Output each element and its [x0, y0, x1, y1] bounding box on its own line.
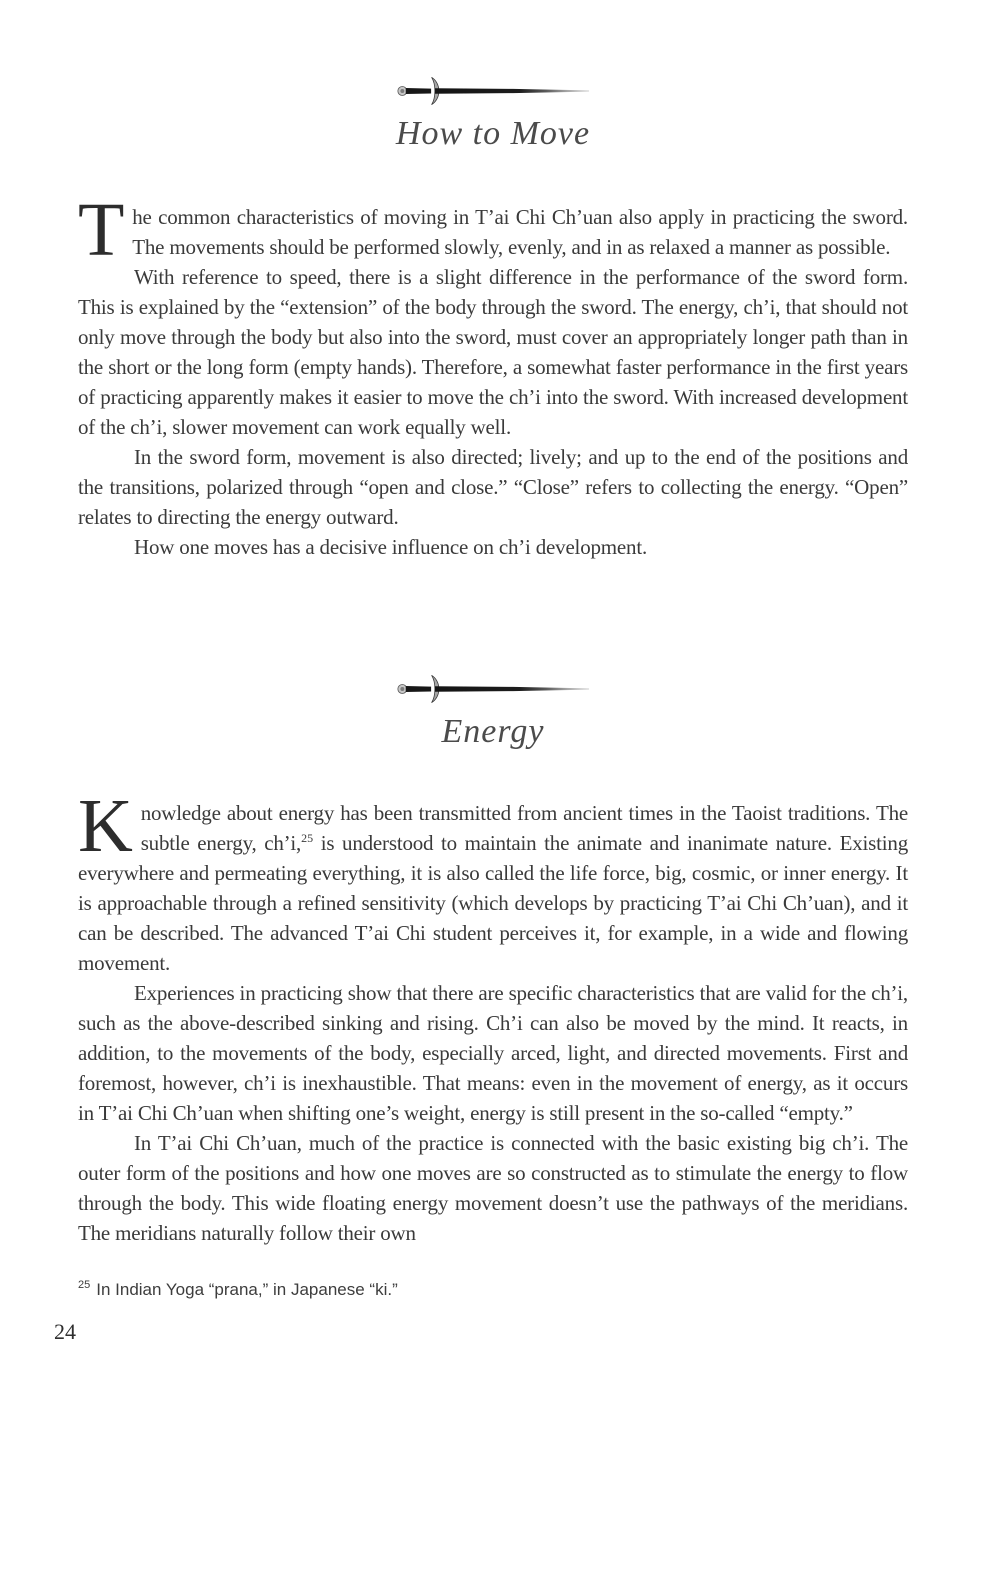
section-divider [78, 76, 908, 106]
footnote-text: In Indian Yoga “prana,” in Japanese “ki.” [96, 1280, 398, 1299]
paragraph [78, 784, 908, 978]
section-heading-how-to-move: How to Move [395, 115, 591, 152]
paragraph: With reference to speed, there is a slight difference in the performance of the sword form. This is explained by the “extension” of the body through the sword. The energy, ch’i, that should not only move through the body but also into the sword, must cover an appropriately longer path than in the short or the long form (empty hands). Therefore, a somewhat faster performance in the first years of practicing apparently makes it easier to move the ch’i into the sword. With increased development of the ch’i, slower movement can work equally well. [78, 265, 908, 439]
paragraph-text: he common characteristics of moving in T’ai Chi Ch’uan also apply in practicing the sword. The movements should be performed slowly, evenly, and in as relaxed a manner as possible. [132, 205, 908, 259]
sword-divider-icon [396, 674, 591, 704]
footnote-reference: 25 [301, 831, 314, 845]
section-body [78, 784, 908, 1248]
book-page [0, 76, 986, 1576]
paragraph [78, 188, 908, 272]
paragraph-text: nowledge about energy has been transmitted from ancient times in the Taoist traditions. The subtle energy, ch’i, [140, 801, 908, 855]
paragraph: In T’ai Chi Ch’uan, much of the practice is connected with the basic existing big ch’i. The outer form of the positions and how one moves are so constructed as to stimulate the energy to flow through the body. This wide floating energy movement doesn’t use the pathways of the meridians. The meridians naturally follow their own [78, 1131, 908, 1245]
section-heading-energy: Energy [441, 713, 545, 750]
section-body [78, 188, 908, 562]
sword-divider-icon [396, 76, 591, 106]
page-number: 24 [54, 1319, 76, 1344]
section-divider [78, 674, 908, 704]
paragraph: In the sword form, movement is also directed; lively; and up to the end of the positions and the transitions, polarized through “open and close.” “Close” refers to collecting the energy. “Open” relates to directing the energy outward. [78, 445, 908, 529]
paragraph-text: is understood to maintain the animate and inanimate nature. Existing everywhere and permeating everything, it is also called the life force, big, cosmic, or inner energy. It is approachable through a refined sensitivity (which develops by practicing T’ai Chi Ch’uan), and it can be described. The advanced T’ai Chi student perceives it, for example, in a wide and flowing movement. [78, 831, 908, 975]
drop-cap: K [78, 784, 133, 868]
paragraph: Experiences in practicing show that there are specific characteristics that are valid for the ch’i, such as the above-described sinking and rising. Ch’i can also be moved by the mind. It reacts, in addition, to the movements of the body, especially arced, light, and directed movements. First and foremost, however, ch’i is inexhaustible. That means: even in the movement of energy, as it occurs in T’ai Chi Ch’uan when shifting one’s weight, energy is still present in the so-called “empty.” [78, 981, 908, 1125]
footnote-marker: 25 [78, 1279, 91, 1291]
footnote [78, 1274, 908, 1301]
paragraph: How one moves has a decisive influence on ch’i development. [134, 535, 648, 559]
drop-cap: T [78, 188, 125, 272]
